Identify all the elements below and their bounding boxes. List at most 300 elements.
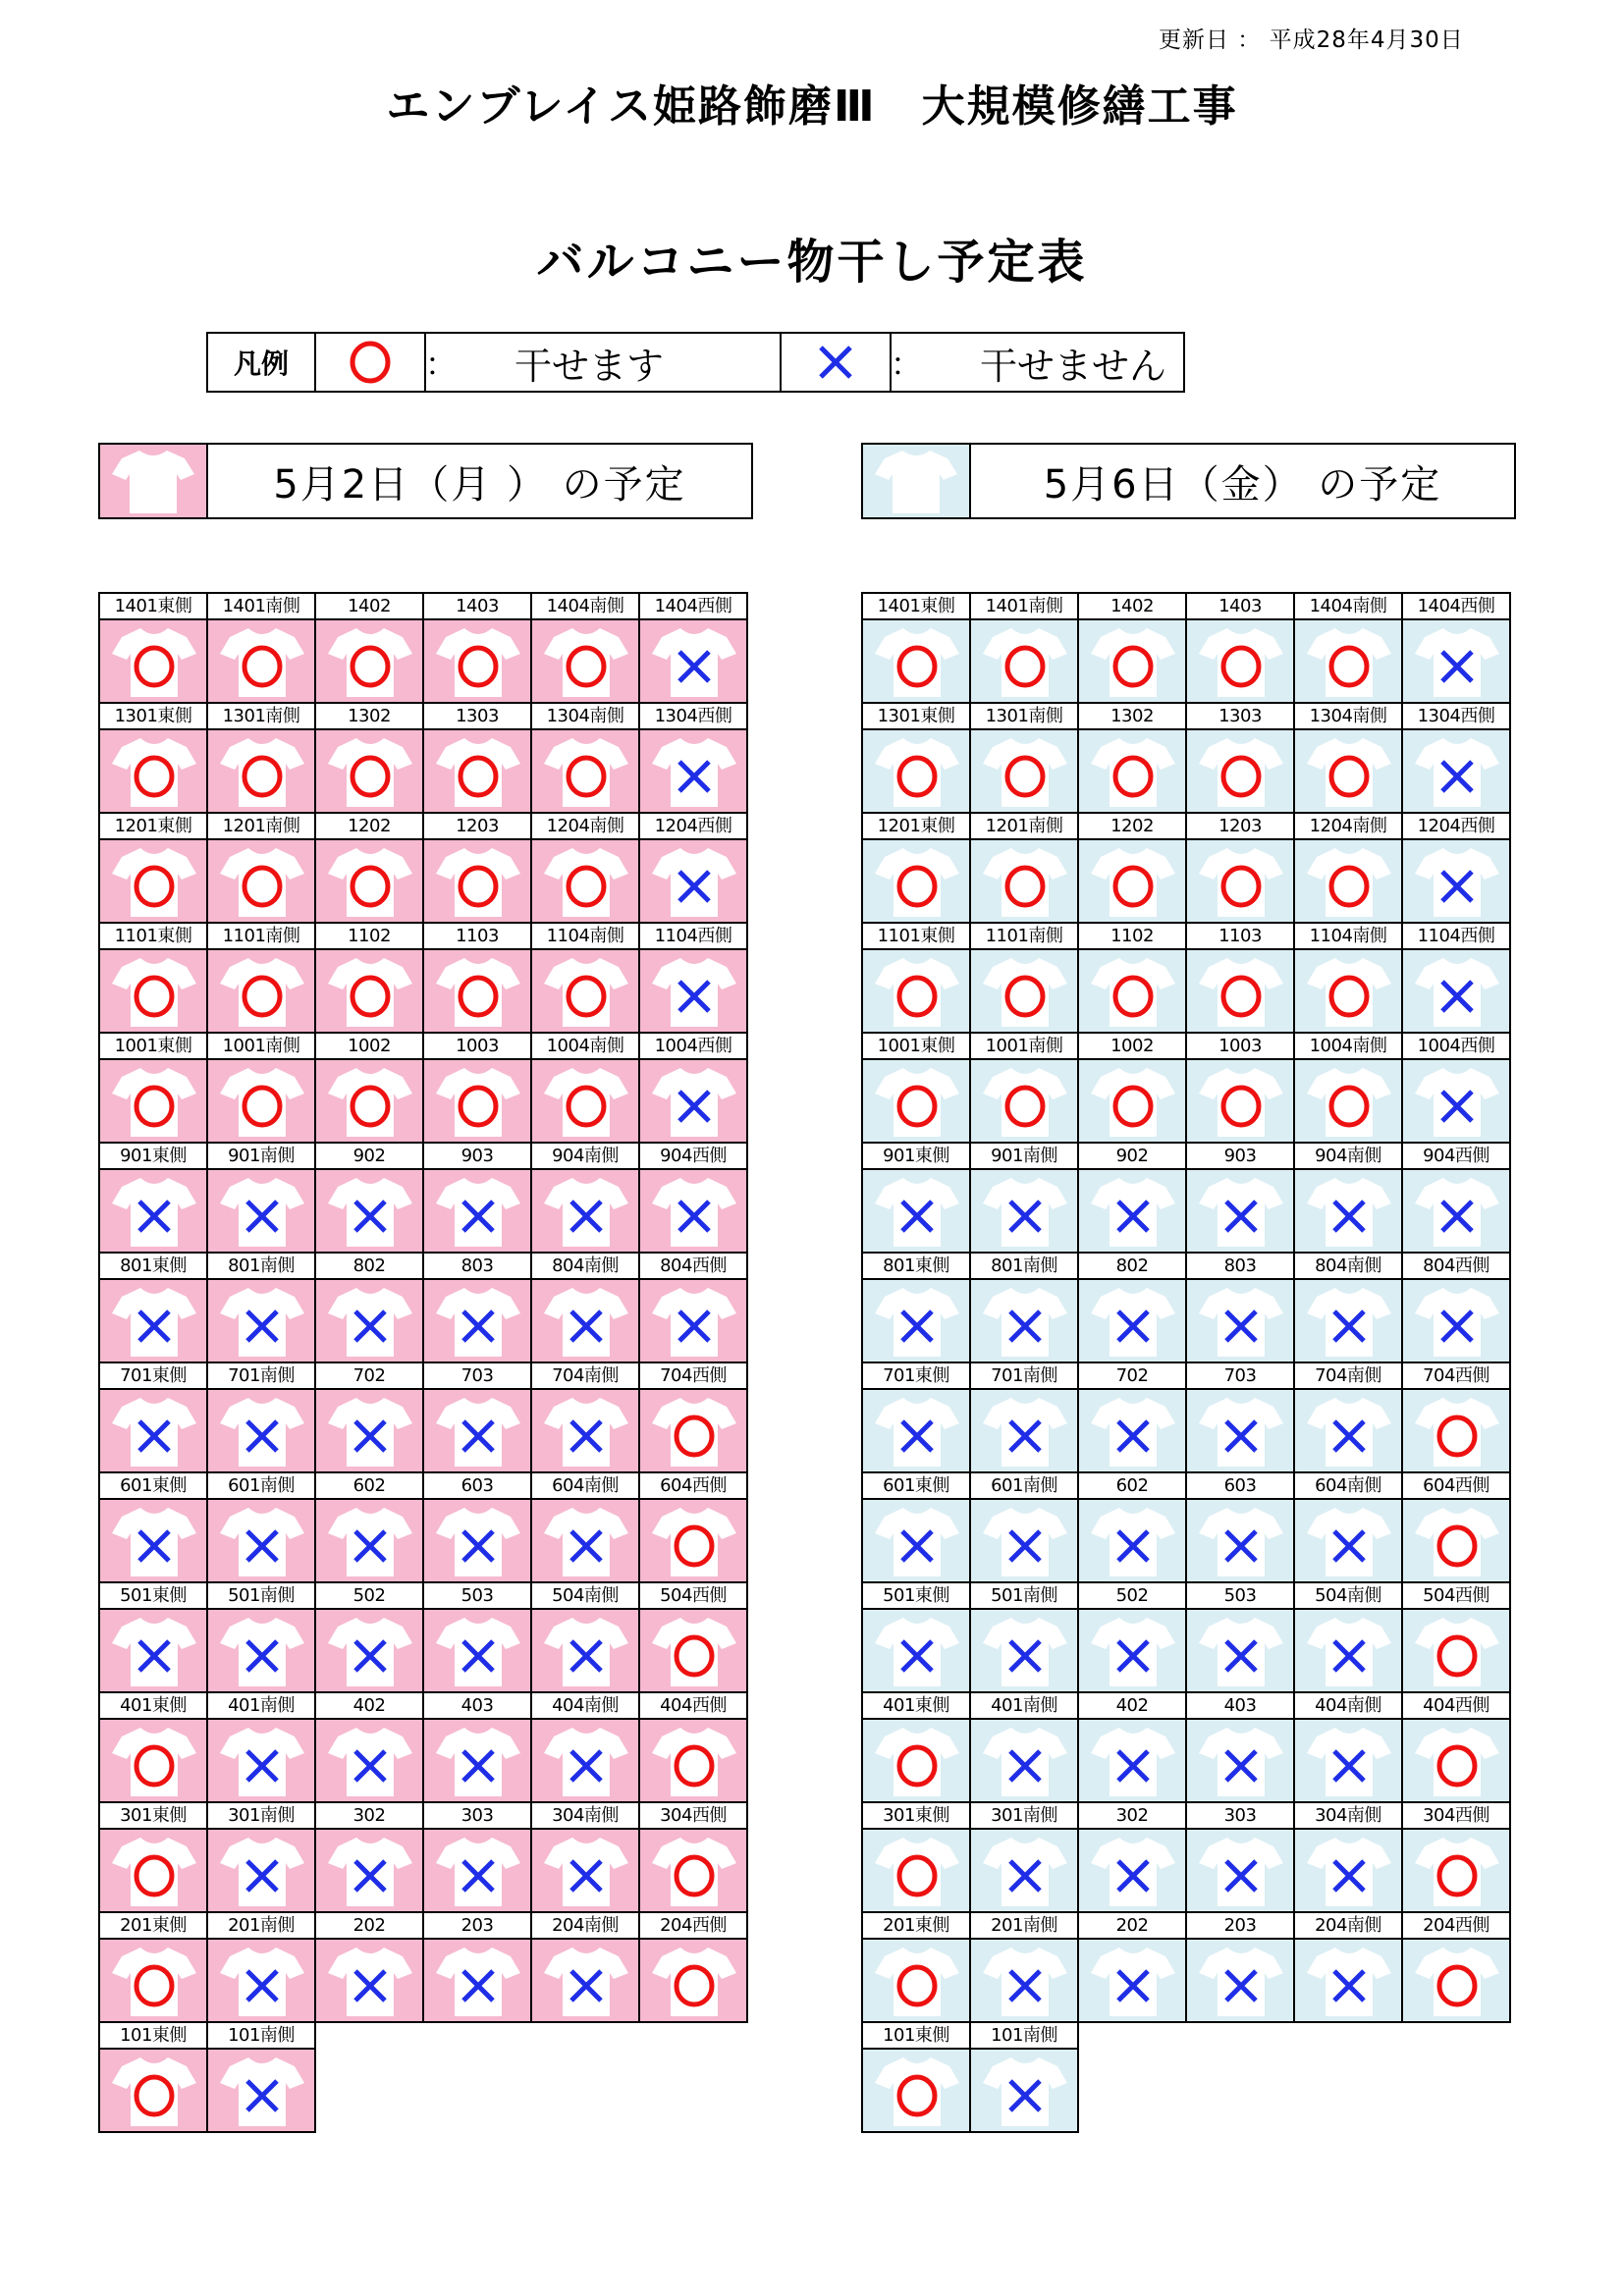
floor-row: [863, 594, 1511, 704]
unit-cell: [863, 924, 971, 1034]
dry-ng-cross-icon: [1079, 1280, 1185, 1362]
unit-label: 202: [316, 1913, 422, 1940]
dry-ok-circle-icon: [1403, 1720, 1509, 1801]
unit-cell: [100, 1254, 208, 1363]
unit-cell: [316, 704, 424, 814]
dry-ok-circle-icon: [100, 950, 206, 1032]
unit-label: 1103: [424, 924, 530, 950]
unit-cell: [1403, 1583, 1511, 1693]
unit-cell: [100, 1583, 208, 1693]
dry-ok-circle-icon: [863, 840, 969, 922]
unit-cell: [424, 1913, 532, 2023]
unit-label: 101東側: [863, 2023, 969, 2050]
dry-ok-circle-icon: [640, 1610, 746, 1691]
unit-cell: [208, 1583, 316, 1693]
dry-ng-cross-icon: [1403, 1170, 1509, 1252]
unit-label: 304南側: [1295, 1803, 1401, 1830]
dry-ng-cross-icon: [863, 1170, 969, 1252]
dry-ok-circle-icon: [316, 950, 422, 1032]
dry-ng-cross-icon: [316, 1500, 422, 1581]
unit-label: 201東側: [100, 1913, 206, 1940]
unit-cell: [100, 1693, 208, 1803]
floor-row: [100, 924, 748, 1034]
unit-label: 404西側: [1403, 1693, 1509, 1720]
unit-label: 301東側: [100, 1803, 206, 1830]
unit-label: 701東側: [100, 1363, 206, 1390]
unit-cell: [1187, 594, 1295, 704]
unit-cell: [100, 704, 208, 814]
day-label: 5月6日（金） の予定: [1043, 461, 1442, 507]
dry-ng-cross-icon: [1079, 1940, 1185, 2021]
dry-ng-cross-icon: [1079, 1610, 1185, 1691]
unit-cell: [532, 1693, 640, 1803]
dry-ok-circle-icon: [640, 1940, 746, 2021]
unit-label: 902: [316, 1144, 422, 1170]
dry-ok-circle-icon: [100, 840, 206, 922]
unit-cell: [1187, 1363, 1295, 1473]
unit-cell: [424, 924, 532, 1034]
unit-cell: [208, 2023, 316, 2133]
unit-cell: [1295, 1363, 1403, 1473]
dry-ok-circle-icon: [863, 1060, 969, 1142]
unit-label: 501南側: [971, 1583, 1077, 1610]
dry-ng-cross-icon: [971, 1940, 1077, 2021]
unit-cell: [100, 1363, 208, 1473]
unit-label: 1304西側: [640, 704, 746, 730]
unit-cell: [1403, 704, 1511, 814]
unit-label: 1104南側: [1295, 924, 1401, 950]
unit-label: 904西側: [1403, 1144, 1509, 1170]
unit-label: 502: [1079, 1583, 1185, 1610]
unit-cell: [1187, 1583, 1295, 1693]
floor-row: [863, 1473, 1511, 1583]
dry-ng-cross-icon: [316, 1170, 422, 1252]
unit-cell: [424, 1803, 532, 1913]
dry-ng-cross-icon: [640, 1280, 746, 1362]
dry-ng-cross-icon: [1187, 1940, 1293, 2021]
dry-ng-cross-icon: [863, 1280, 969, 1362]
dry-ng-cross-icon: [1187, 1610, 1293, 1691]
unit-cell: [424, 814, 532, 924]
unit-cell: [1295, 1034, 1403, 1144]
unit-label: 1204南側: [532, 814, 638, 840]
unit-label: 701東側: [863, 1363, 969, 1390]
unit-label: 1001東側: [863, 1034, 969, 1060]
unit-cell: [640, 1583, 748, 1693]
unit-label: 1201南側: [208, 814, 314, 840]
unit-cell: [1079, 1583, 1187, 1693]
unit-label: 1401南側: [971, 594, 1077, 620]
unit-label: 803: [424, 1254, 530, 1280]
schedule-grid-may2: [98, 592, 748, 2133]
unit-cell: [1079, 1693, 1187, 1803]
unit-cell: [1295, 1693, 1403, 1803]
dry-ng-cross-icon: [640, 1170, 746, 1252]
unit-label: 1204南側: [1295, 814, 1401, 840]
dry-ng-cross-icon: [1187, 1500, 1293, 1581]
floor-row: [863, 1144, 1511, 1254]
unit-label: 603: [1187, 1473, 1293, 1500]
floor-row: [100, 2023, 748, 2133]
dry-ok-circle-icon: [100, 1060, 206, 1142]
dry-ng-cross-icon: [532, 1500, 638, 1581]
dry-ok-circle-icon: [1403, 1500, 1509, 1581]
unit-label: 504西側: [640, 1583, 746, 1610]
dry-ng-cross-icon: [424, 1830, 530, 1911]
dry-ok-circle-icon: [863, 1720, 969, 1801]
unit-cell: [532, 1034, 640, 1144]
unit-cell: [640, 1693, 748, 1803]
unit-cell: [1403, 1144, 1511, 1254]
unit-cell: [1079, 594, 1187, 704]
unit-label: 1003: [424, 1034, 530, 1060]
dry-ok-circle-icon: [640, 1720, 746, 1801]
dry-ng-cross-icon: [1187, 1830, 1293, 1911]
updated-date: 更新日 ： 平成28年4月30日: [1159, 27, 1464, 53]
floor-row: [100, 1254, 748, 1363]
unit-cell: [208, 814, 316, 924]
dry-ok-circle-icon: [100, 730, 206, 812]
unit-label: 1101東側: [863, 924, 969, 950]
dry-ok-circle-icon: [208, 1060, 314, 1142]
unit-cell: [316, 1034, 424, 1144]
unit-cell: [316, 1913, 424, 2023]
dry-ok-circle-icon: [1295, 950, 1401, 1032]
dry-ok-circle-icon: [971, 840, 1077, 922]
floor-row: [863, 1803, 1511, 1913]
unit-cell: [532, 814, 640, 924]
unit-cell: [316, 1254, 424, 1363]
unit-label: 1201東側: [863, 814, 969, 840]
unit-cell: [1295, 1144, 1403, 1254]
unit-cell: [1187, 924, 1295, 1034]
unit-cell: [1403, 924, 1511, 1034]
dry-ok-circle-icon: [1403, 1610, 1509, 1691]
unit-cell: [971, 1254, 1079, 1363]
dry-ng-cross-icon: [424, 1940, 530, 2021]
unit-label: 701南側: [208, 1363, 314, 1390]
dry-ok-circle-icon: [424, 1060, 530, 1142]
dry-ng-cross-icon: [1295, 1170, 1401, 1252]
dry-ok-circle-icon: [863, 950, 969, 1032]
unit-label: 701南側: [971, 1363, 1077, 1390]
unit-cell: [971, 1693, 1079, 1803]
unit-label: 201南側: [971, 1913, 1077, 1940]
unit-cell: [971, 704, 1079, 814]
dry-ok-circle-icon: [1079, 730, 1185, 812]
dry-ng-cross-icon: [424, 1610, 530, 1691]
dry-ng-cross-icon: [100, 1610, 206, 1691]
floor-row: [100, 704, 748, 814]
unit-label: 402: [1079, 1693, 1185, 1720]
unit-label: 1302: [316, 704, 422, 730]
floor-row: [100, 1034, 748, 1144]
unit-cell: [1403, 1693, 1511, 1803]
unit-cell: [863, 1693, 971, 1803]
dry-ok-circle-icon: [971, 730, 1077, 812]
unit-cell: [971, 594, 1079, 704]
unit-label: 604南側: [532, 1473, 638, 1500]
dry-ng-cross-icon: [971, 1390, 1077, 1471]
legend: [206, 332, 1185, 393]
dry-ng-cross-icon: [100, 1390, 206, 1471]
unit-label: 1101東側: [100, 924, 206, 950]
unit-cell: [971, 2023, 1079, 2133]
unit-cell: [532, 704, 640, 814]
dry-ok-circle-icon: [532, 950, 638, 1032]
unit-cell: [100, 1034, 208, 1144]
unit-label: 904南側: [1295, 1144, 1401, 1170]
floor-row: [863, 814, 1511, 924]
dry-ok-circle-icon: [316, 730, 422, 812]
unit-cell: [208, 1254, 316, 1363]
dry-ng-cross-icon: [316, 1390, 422, 1471]
unit-label: 1201南側: [971, 814, 1077, 840]
unit-label: 1203: [1187, 814, 1293, 840]
unit-label: 1001東側: [100, 1034, 206, 1060]
unit-cell: [208, 1693, 316, 1803]
unit-cell: [424, 594, 532, 704]
unit-label: 602: [1079, 1473, 1185, 1500]
dry-ng-cross-icon: [208, 1500, 314, 1581]
unit-cell: [863, 1144, 971, 1254]
unit-label: 1204西側: [1403, 814, 1509, 840]
unit-label: 1304南側: [532, 704, 638, 730]
dry-ok-circle-icon: [532, 730, 638, 812]
unit-cell: [100, 924, 208, 1034]
unit-cell: [532, 1803, 640, 1913]
dry-ok-circle-icon: [1403, 1940, 1509, 2021]
unit-label: 901東側: [863, 1144, 969, 1170]
unit-label: 304南側: [532, 1803, 638, 1830]
dry-ng-cross-icon: [424, 1390, 530, 1471]
unit-cell: [1187, 1254, 1295, 1363]
unit-label: 1103: [1187, 924, 1293, 950]
unit-label: 1004南側: [1295, 1034, 1401, 1060]
unit-label: 1404南側: [532, 594, 638, 620]
unit-cell: [640, 704, 748, 814]
unit-cell: [424, 1693, 532, 1803]
unit-cell: [971, 1034, 1079, 1144]
unit-cell: [208, 594, 316, 704]
unit-label: 404西側: [640, 1693, 746, 1720]
dry-ng-cross-icon: [208, 1610, 314, 1691]
dry-ok-circle-icon: [532, 1060, 638, 1142]
unit-label: 603: [424, 1473, 530, 1500]
dry-ok-circle-icon: [1187, 620, 1293, 702]
unit-cell: [863, 2023, 971, 2133]
unit-cell: [532, 924, 640, 1034]
unit-cell: [316, 1583, 424, 1693]
unit-label: 1404西側: [640, 594, 746, 620]
dry-ng-cross-icon: [208, 1390, 314, 1471]
unit-label: 204西側: [640, 1913, 746, 1940]
dry-ng-cross-icon: [100, 1280, 206, 1362]
unit-label: 1404西側: [1403, 594, 1509, 620]
unit-cell: [640, 1254, 748, 1363]
unit-label: 204南側: [1295, 1913, 1401, 1940]
floor-row: [863, 1034, 1511, 1144]
unit-cell: [424, 1473, 532, 1583]
unit-label: 401東側: [863, 1693, 969, 1720]
dry-ng-cross-icon: [532, 1830, 638, 1911]
floor-row: [863, 2023, 1511, 2133]
unit-cell: [640, 1803, 748, 1913]
unit-cell: [316, 1363, 424, 1473]
unit-cell: [971, 1473, 1079, 1583]
unit-label: 1402: [1079, 594, 1185, 620]
unit-cell: [1079, 924, 1187, 1034]
unit-cell: [1079, 704, 1187, 814]
unit-label: 801東側: [863, 1254, 969, 1280]
unit-cell: [316, 1473, 424, 1583]
unit-cell: [532, 1473, 640, 1583]
dry-ng-cross-icon: [208, 1280, 314, 1362]
unit-label: 1303: [1187, 704, 1293, 730]
dry-ok-circle-icon: [208, 950, 314, 1032]
unit-cell: [1403, 1363, 1511, 1473]
dry-ng-cross-icon: [640, 620, 746, 702]
unit-cell: [532, 1583, 640, 1693]
unit-label: 1303: [424, 704, 530, 730]
unit-cell: [532, 1254, 640, 1363]
unit-cell: [1295, 594, 1403, 704]
dry-ng-cross-icon: [424, 1500, 530, 1581]
dry-ok-circle-icon: [1295, 840, 1401, 922]
dry-ng-cross-icon: [1403, 620, 1509, 702]
dry-ng-cross-icon: [863, 1500, 969, 1581]
dry-ok-circle-icon: [1079, 950, 1185, 1032]
unit-cell: [1187, 1034, 1295, 1144]
unit-label: 902: [1079, 1144, 1185, 1170]
unit-cell: [640, 1144, 748, 1254]
unit-cell: [1403, 814, 1511, 924]
unit-cell: [640, 814, 748, 924]
unit-cell: [1295, 924, 1403, 1034]
unit-cell: [640, 924, 748, 1034]
tshirt-icon: [863, 445, 971, 517]
unit-cell: [1295, 1473, 1403, 1583]
unit-cell: [424, 1144, 532, 1254]
unit-label: 802: [1079, 1254, 1185, 1280]
dry-ng-cross-icon: [316, 1720, 422, 1801]
unit-label: 1404南側: [1295, 594, 1401, 620]
dry-ng-cross-icon: [971, 1830, 1077, 1911]
unit-cell: [640, 594, 748, 704]
unit-label: 502: [316, 1583, 422, 1610]
dry-ok-circle-icon: [863, 2050, 969, 2131]
dry-ng-cross-icon: [1187, 1170, 1293, 1252]
unit-label: 201南側: [208, 1913, 314, 1940]
unit-label: 1104南側: [532, 924, 638, 950]
unit-cell: [100, 1144, 208, 1254]
unit-cell: [1187, 1693, 1295, 1803]
unit-cell: [1079, 1803, 1187, 1913]
floor-row: [100, 1583, 748, 1693]
dry-ok-circle-icon: [100, 620, 206, 702]
dry-ok-circle-icon: [208, 840, 314, 922]
unit-cell: [532, 1363, 640, 1473]
unit-label: 1401東側: [100, 594, 206, 620]
dry-ok-circle-icon: [1187, 840, 1293, 922]
unit-cell: [100, 2023, 208, 2133]
unit-label: 1004西側: [1403, 1034, 1509, 1060]
dry-ng-cross-icon: [1403, 950, 1509, 1032]
floor-row: [863, 704, 1511, 814]
floor-row: [100, 1473, 748, 1583]
unit-label: 303: [1187, 1803, 1293, 1830]
dry-ng-cross-icon: [1295, 1720, 1401, 1801]
dry-ok-circle-icon: [532, 620, 638, 702]
unit-cell: [100, 1913, 208, 2023]
unit-label: 1301東側: [863, 704, 969, 730]
unit-label: 1001南側: [208, 1034, 314, 1060]
unit-label: 1003: [1187, 1034, 1293, 1060]
dry-ng-cross-icon: [424, 1720, 530, 1801]
unit-cell: [316, 1693, 424, 1803]
legend-circle-icon: [316, 334, 426, 391]
dry-ng-cross-icon: [208, 2050, 314, 2131]
unit-cell: [316, 814, 424, 924]
unit-label: 1102: [1079, 924, 1185, 950]
unit-label: 1104西側: [640, 924, 746, 950]
unit-cell: [1079, 814, 1187, 924]
unit-cell: [100, 594, 208, 704]
unit-label: 101南側: [208, 2023, 314, 2050]
unit-cell: [1403, 1473, 1511, 1583]
unit-cell: [1295, 1913, 1403, 2023]
unit-label: 1402: [316, 594, 422, 620]
unit-cell: [1079, 1363, 1187, 1473]
unit-cell: [1295, 1583, 1403, 1693]
unit-cell: [1187, 704, 1295, 814]
dry-ng-cross-icon: [1079, 1170, 1185, 1252]
dry-ng-cross-icon: [1295, 1940, 1401, 2021]
unit-label: 803: [1187, 1254, 1293, 1280]
unit-label: 904西側: [640, 1144, 746, 1170]
unit-label: 504南側: [532, 1583, 638, 1610]
unit-cell: [100, 1473, 208, 1583]
unit-label: 204西側: [1403, 1913, 1509, 1940]
unit-cell: [971, 924, 1079, 1034]
dry-ok-circle-icon: [1403, 1390, 1509, 1471]
unit-label: 202: [1079, 1913, 1185, 1940]
dry-ng-cross-icon: [971, 1280, 1077, 1362]
unit-label: 1403: [1187, 594, 1293, 620]
unit-cell: [316, 1144, 424, 1254]
unit-label: 903: [424, 1144, 530, 1170]
unit-label: 604西側: [640, 1473, 746, 1500]
unit-label: 503: [424, 1583, 530, 1610]
unit-label: 302: [316, 1803, 422, 1830]
unit-cell: [208, 1803, 316, 1913]
dry-ng-cross-icon: [208, 1720, 314, 1801]
unit-cell: [1295, 814, 1403, 924]
legend-colon: ：: [891, 346, 923, 383]
unit-label: 404南側: [532, 1693, 638, 1720]
schedule-grid-may6: [861, 592, 1511, 2133]
unit-cell: [1187, 1913, 1295, 2023]
unit-label: 901南側: [208, 1144, 314, 1170]
dry-ng-cross-icon: [532, 1280, 638, 1362]
unit-label: 601南側: [971, 1473, 1077, 1500]
dry-ng-cross-icon: [424, 1280, 530, 1362]
unit-cell: [424, 1034, 532, 1144]
unit-cell: [100, 1803, 208, 1913]
unit-cell: [208, 1473, 316, 1583]
unit-label: 501東側: [100, 1583, 206, 1610]
dry-ng-cross-icon: [532, 1940, 638, 2021]
